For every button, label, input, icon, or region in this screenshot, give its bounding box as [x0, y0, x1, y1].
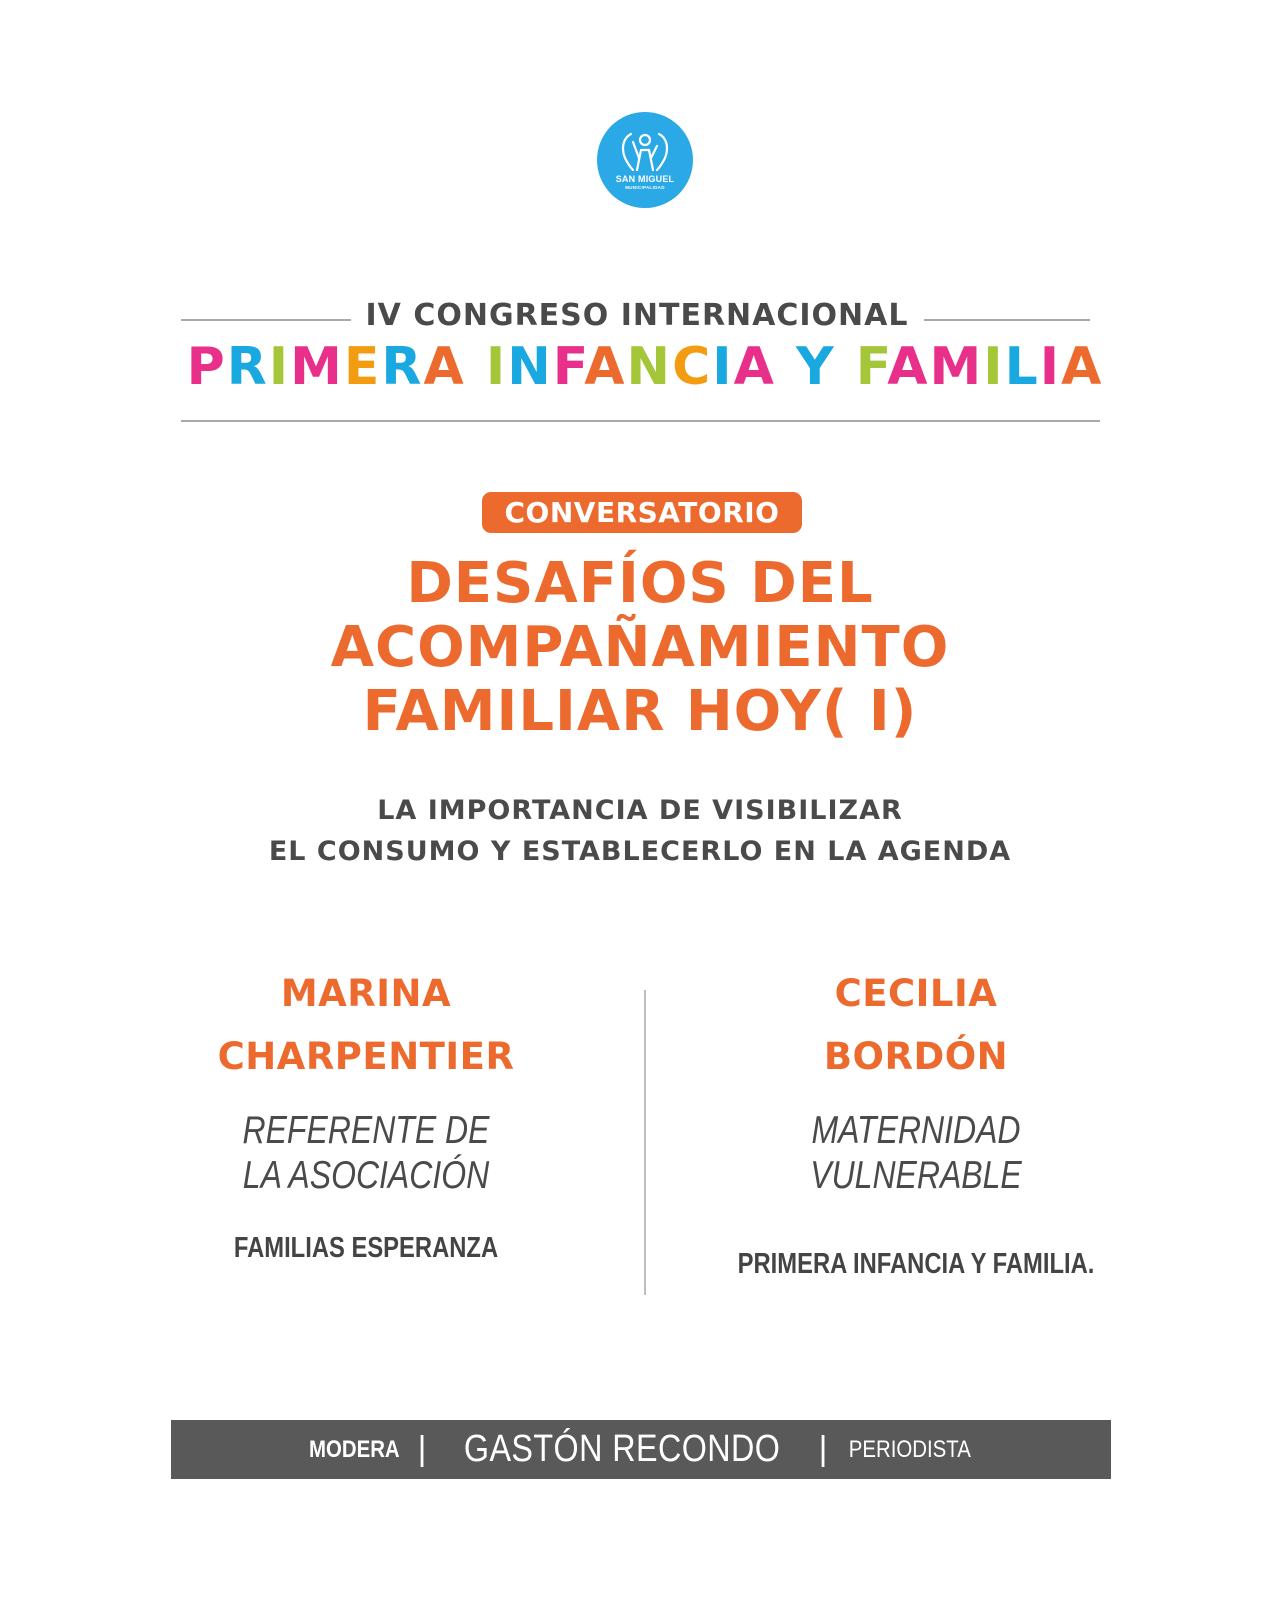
- speaker-role-1: [136, 1108, 596, 1198]
- congress-title-letter: I: [983, 337, 1005, 397]
- moderator-role: PERIODISTA: [848, 1435, 971, 1463]
- logo-subtitle: MUNICIPALIDAD: [625, 185, 665, 190]
- speaker-org-1: [136, 1232, 596, 1265]
- congress-title-letter: L: [1004, 337, 1040, 397]
- speaker-role-line: REFERENTE DE: [242, 1109, 490, 1152]
- event-title-line: ACOMPAÑAMIENTO: [330, 615, 950, 680]
- municipality-logo: [597, 112, 693, 208]
- congress-title-letter: N: [507, 337, 553, 397]
- header-rule-right: [924, 319, 1090, 321]
- speakers-divider: [644, 990, 646, 1295]
- event-subtitle: [180, 790, 1100, 872]
- logo-name: SAN MIGUEL: [615, 174, 675, 184]
- speaker-card-2: [686, 962, 1146, 1088]
- congress-title-letter: I: [485, 337, 508, 397]
- congress-title-letter: [836, 337, 856, 397]
- congress-title-letter: F: [552, 337, 585, 397]
- congress-title-letter: R: [381, 337, 424, 397]
- speaker-org-2: [686, 1248, 1146, 1281]
- congress-edition: IV CONGRESO INTERNACIONAL: [365, 298, 909, 333]
- header-rule-bottom: [181, 420, 1100, 422]
- congress-title-letter: A: [887, 337, 930, 397]
- congress-title-letter: N: [626, 337, 673, 397]
- congress-title-letter: [466, 337, 486, 397]
- congress-title-letter: A: [1061, 337, 1104, 397]
- speaker-role-line: MATERNIDAD: [811, 1109, 1021, 1152]
- speaker-role-line: VULNERABLE: [810, 1154, 1022, 1197]
- congress-title-letter: I: [268, 337, 291, 397]
- event-title-line: FAMILIAR HOY( I): [362, 679, 918, 744]
- speaker-role-2: [686, 1108, 1146, 1198]
- congress-title-letter: M: [929, 337, 984, 397]
- moderator-label: MODERA: [308, 1435, 400, 1463]
- speaker-name-line: MARINA: [280, 972, 452, 1015]
- congress-title-letter: E: [343, 337, 382, 397]
- speaker-org: FAMILIAS ESPERANZA: [233, 1232, 499, 1264]
- congress-title-letter: Y: [795, 337, 836, 397]
- event-subtitle-line: LA IMPORTANCIA DE VISIBILIZAR: [377, 795, 903, 826]
- speaker-org: PRIMERA INFANCIA Y FAMILIA.: [737, 1248, 1095, 1280]
- speaker-role-line: LA ASOCIACIÓN: [242, 1154, 490, 1197]
- congress-title-letter: [776, 337, 796, 397]
- congress-title-letter: F: [855, 337, 888, 397]
- congress-title-letter: R: [226, 337, 269, 397]
- speaker-name-line: CHARPENTIER: [217, 1035, 515, 1078]
- congress-title-letter: A: [733, 337, 776, 397]
- congress-title-letter: A: [423, 337, 466, 397]
- angel-icon: [597, 112, 693, 208]
- speaker-name-line: CECILIA: [834, 972, 998, 1015]
- congress-title-letter: M: [290, 337, 344, 397]
- moderator-bar: [171, 1420, 1111, 1479]
- speaker-card-1: [136, 962, 596, 1088]
- moderator-separator: |: [818, 1430, 828, 1468]
- speaker-name-line: BORDÓN: [823, 1035, 1009, 1078]
- conversatorio-badge: CONVERSATORIO: [482, 492, 802, 533]
- event-subtitle-line: EL CONSUMO Y ESTABLECERLO EN LA AGENDA: [268, 836, 1012, 867]
- moderator-name: GASTÓN RECONDO: [464, 1428, 781, 1470]
- event-title: [240, 552, 1040, 744]
- event-title-line: DESAFÍOS DEL: [406, 551, 874, 616]
- congress-title-letter: P: [186, 337, 227, 397]
- congress-title-letter: C: [672, 337, 713, 397]
- moderator-separator: |: [417, 1430, 427, 1468]
- congress-title-letter: A: [584, 337, 627, 397]
- header-rule-left: [181, 319, 351, 321]
- congress-title: [180, 336, 1110, 398]
- congress-title-letter: I: [1039, 337, 1062, 397]
- congress-title-letter: I: [712, 337, 734, 397]
